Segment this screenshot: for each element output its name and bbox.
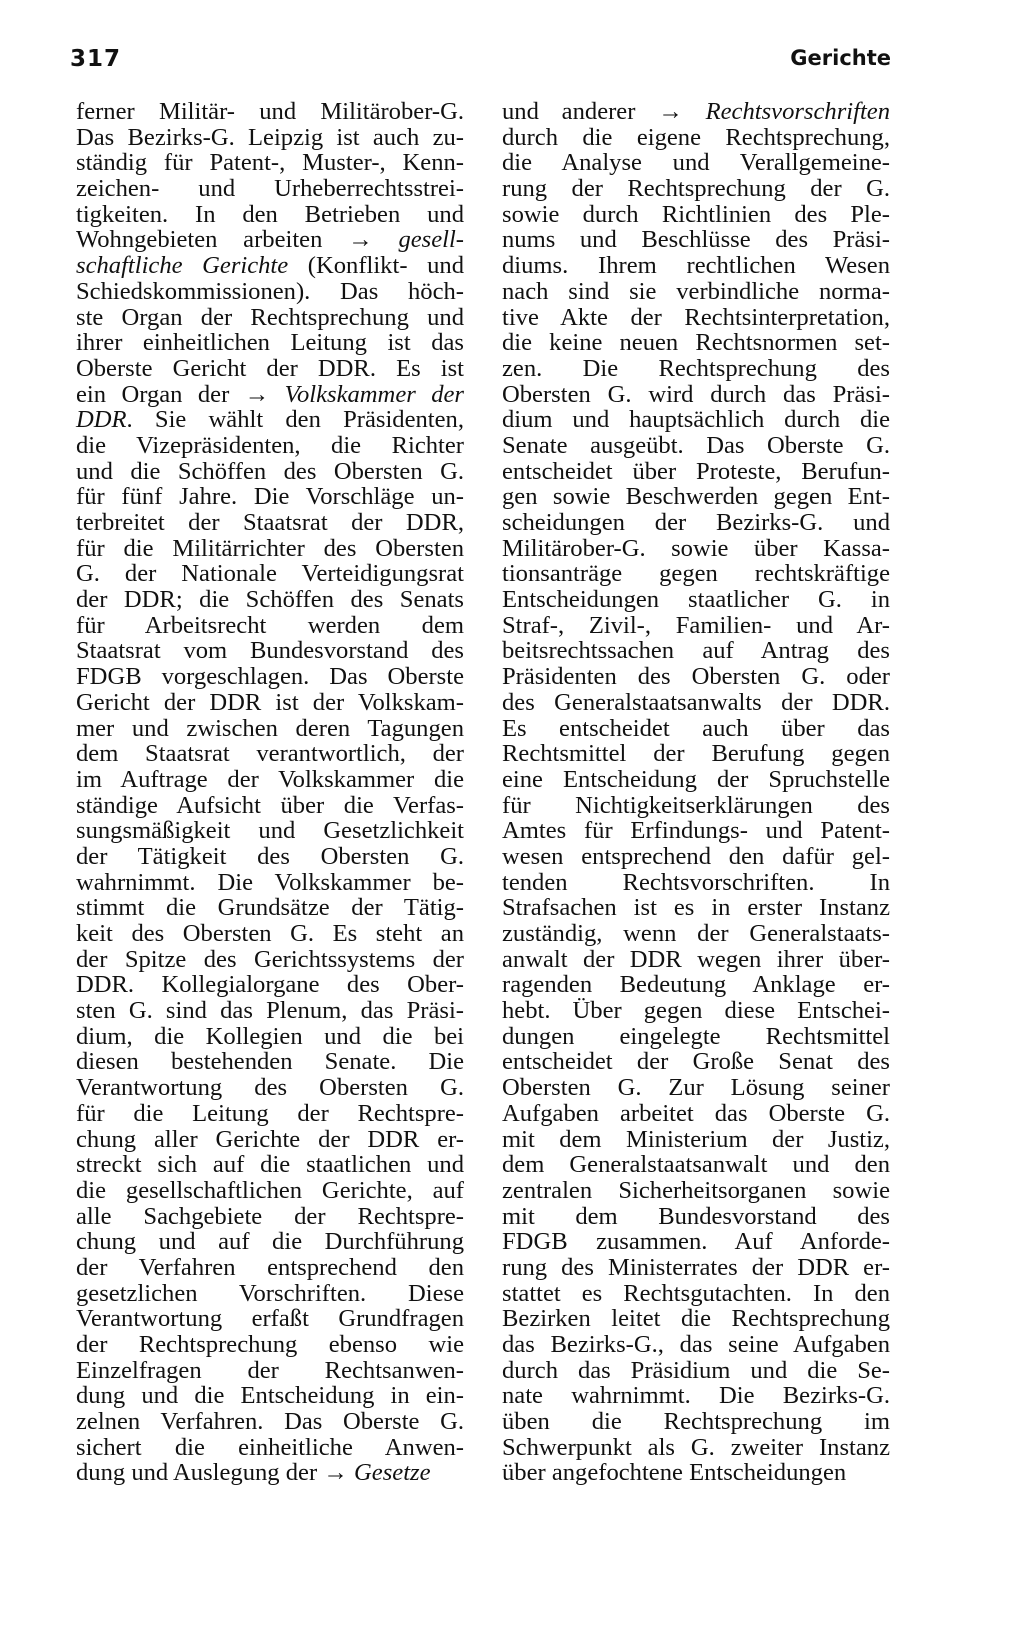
text-line [76,227,464,253]
text-line [76,844,464,870]
text-line [502,998,890,1024]
text-line [502,1332,890,1358]
text-line [76,638,464,664]
text-segment: zen. Die Rechtsprechung des [502,354,890,382]
text-line [76,921,464,947]
text-segment: die keine neuen Rechtsnormen set- [502,329,890,357]
text-segment: für die Leitung der Rechtspre- [76,1099,464,1127]
text-line [76,459,464,485]
text-segment: hebt. Über gegen diese Entschei- [502,997,890,1025]
running-head: Gerichte [790,46,891,70]
text-segment: Bezirken leitet die Rechtsprechung [502,1305,890,1333]
text-segment: gesetzlichen Vorschriften. Diese [76,1279,464,1307]
text-segment: FDGB vorgeschlagen. Das Oberste [76,663,464,691]
text-line [76,305,464,331]
text-segment: scheidungen der Bezirks-G. und [502,509,890,536]
text-line [76,510,464,536]
text-line [502,587,890,613]
text-line [76,1024,464,1050]
text-segment: Senate ausgeübt. Das Oberste G. [502,431,890,459]
text-line [76,1383,464,1409]
text-line [502,1024,890,1050]
text-line [76,1409,464,1435]
text-line [502,253,890,279]
text-segment: Aufgaben arbeitet das Oberste G. [502,1099,890,1127]
text-segment: ständige Aufsicht über die Verfas- [76,791,464,819]
text-segment: nums und Beschlüsse des Präsi- [502,226,890,254]
text-line [76,253,464,279]
text-segment: mer und zwischen deren Tagungen [76,714,464,742]
text-segment: und die Schöffen des Obersten G. [76,457,464,485]
text-line [76,1435,464,1461]
text-line [76,202,464,228]
text-segment: des Generalstaatsanwalts der DDR. [502,688,890,716]
text-segment: entscheidet der Große Senat des [502,1048,890,1076]
text-line [502,638,890,664]
text-segment: die Analyse und Verallgemeine- [502,149,890,177]
text-segment: zentralen Sicherheitsorganen sowie [502,1176,890,1204]
text-line [502,1358,890,1384]
page-number: 317 [70,46,122,72]
text-segment: sichert die einheitliche Anwen- [76,1433,464,1461]
text-segment: dungen eingelegte Rechtsmittel [502,1022,890,1050]
cross-reference-text: schaftliche Gerichte [76,252,289,280]
text-line [76,1101,464,1127]
text-segment: Verantwortung des Obersten G. [76,1074,464,1102]
text-segment: . Sie wählt den Präsidenten, [126,406,464,434]
text-segment: tigkeiten. In den Betrieben und [76,200,464,228]
text-segment: DDR. Kollegialorgane des Ober- [76,971,464,999]
text-segment: über angefochtene Entscheidungen [502,1459,847,1487]
text-line [502,690,890,716]
text-segment: sten G. sind das Plenum, das Präsi- [76,997,464,1025]
text-segment: zuständig, wenn der Generalstaats- [502,920,890,947]
text-segment: die Vizepräsidenten, die Richter [76,431,464,459]
text-line [502,382,890,408]
text-segment: üben die Rechtsprechung im [502,1408,890,1436]
text-segment: der Verfahren entsprechend den [76,1253,464,1281]
text-line [76,99,464,125]
text-line [76,1075,464,1101]
text-line [76,895,464,921]
text-line [502,1383,890,1409]
text-line [502,1255,890,1281]
text-line [76,664,464,690]
text-line [76,1255,464,1281]
text-line [76,125,464,151]
text-segment: sungsmäßigkeit und Gesetzlichkeit [76,817,464,845]
text-segment: ständig für Patent-, Muster-, Kenn- [76,149,464,177]
text-segment: eine Entscheidung der Spruchstelle [502,765,890,793]
text-line [502,1435,890,1461]
text-segment: wahrnimmt. Die Volkskammer be- [76,868,464,896]
text-line [76,716,464,742]
text-segment: chung aller Gerichte der DDR er- [76,1125,464,1153]
text-line [76,536,464,562]
text-segment: Oberste Gericht der DDR. Es ist [76,354,464,382]
text-line [502,767,890,793]
text-segment: Präsidenten des Obersten G. oder [502,663,890,691]
text-segment: ein Organ der → [76,380,285,408]
text-segment: stimmt die Grundsätze der Tätig- [76,894,464,922]
text-segment: G. der Nationale Verteidigungsrat [76,560,464,588]
text-line [76,767,464,793]
cross-reference-text: Volkskammer der [284,380,464,408]
text-line [502,1152,890,1178]
text-line [502,741,890,767]
text-line [76,433,464,459]
text-line [502,356,890,382]
text-segment: anwalt der DDR wegen ihrer über- [502,945,890,973]
text-segment: diums. Ihrem rechtlichen Wesen [502,252,890,280]
text-segment: (Konflikt- und [288,252,464,280]
text-line [76,1306,464,1332]
text-line [502,664,890,690]
text-line [502,330,890,356]
text-line [502,921,890,947]
text-segment: dem Generalstaatsanwalt und den [502,1151,890,1179]
text-line [502,176,890,202]
text-column-right [502,99,890,1486]
text-segment: dem Staatsrat verantwortlich, der [76,740,464,768]
text-line [502,1281,890,1307]
text-line [76,356,464,382]
text-segment: der Spitze des Gerichtssystems der [76,945,464,973]
text-line [502,947,890,973]
text-segment: Obersten G. Zur Lösung seiner [502,1074,890,1102]
text-column-left [76,99,464,1486]
text-line [76,1358,464,1384]
text-line [76,1332,464,1358]
text-line [76,818,464,844]
text-line [76,1127,464,1153]
text-segment: Rechtsmittel der Berufung gegen [502,740,890,768]
text-segment: für Nichtigkeitserklärungen des [502,791,890,819]
text-line [502,1229,890,1255]
text-segment: dung und Auslegung der → [76,1459,355,1487]
text-segment: ihrer einheitlichen Leitung ist das [76,329,464,357]
text-line [502,459,890,485]
text-segment: Schiedskommissionen). Das höch- [76,277,464,305]
text-line [502,99,890,125]
text-segment: sowie durch Richtlinien des Ple- [502,200,890,228]
text-line [502,227,890,253]
text-segment: ferner Militär- und Militärober-G. [76,98,464,125]
cross-reference-text: Gesetze [354,1459,431,1487]
text-segment: Schwerpunkt als G. zweiter Instanz [502,1433,890,1461]
text-line [502,125,890,151]
cross-reference-text: gesell- [398,226,464,254]
text-segment: diesen bestehenden Senate. Die [76,1048,464,1076]
text-line [76,1178,464,1204]
text-segment: Es entscheidet auch über das [502,714,890,742]
text-segment: terbreitet der Staatsrat der DDR, [76,509,464,536]
text-line [76,1152,464,1178]
text-segment: nate wahrnimmt. Die Bezirks-G. [502,1382,890,1410]
text-segment: wesen entsprechend den dafür gel- [502,842,890,870]
text-segment: zelnen Verfahren. Das Oberste G. [76,1408,464,1436]
text-line [502,536,890,562]
text-line [502,305,890,331]
text-segment: chung und auf die Durchführung [76,1228,464,1256]
text-line [502,150,890,176]
text-line [76,484,464,510]
text-line [502,1075,890,1101]
text-line [76,407,464,433]
text-segment: Strafsachen ist es in erster Instanz [502,894,890,922]
text-line [76,870,464,896]
text-segment: der Rechtsprechung ebenso wie [76,1331,464,1358]
text-line [76,382,464,408]
text-line [502,561,890,587]
text-line [502,870,890,896]
text-line [502,972,890,998]
text-line [76,279,464,305]
text-line [76,150,464,176]
text-segment: das Bezirks-G., das seine Aufgaben [502,1331,890,1358]
text-line [76,998,464,1024]
text-segment: durch die eigene Rechtsprechung, [502,123,890,151]
text-segment: Straf-, Zivil-, Familien- und Ar- [502,611,890,639]
text-line [76,613,464,639]
text-segment: durch das Präsidium und die Se- [502,1356,890,1384]
text-segment: rung des Ministerrates der DDR er- [502,1253,890,1281]
text-segment: tenden Rechtsvorschriften. In [502,868,890,896]
text-line [76,1229,464,1255]
text-segment: tive Akte der Rechtsinterpretation, [502,303,890,331]
text-line [502,407,890,433]
text-line [76,1281,464,1307]
text-line [76,176,464,202]
text-line [502,1101,890,1127]
text-segment: Wohngebieten arbeiten → [76,226,399,254]
text-segment: streckt sich auf die staatlichen und [76,1151,464,1179]
text-line [502,1049,890,1075]
text-segment: für Arbeitsrecht werden dem [76,611,464,639]
text-segment: alle Sachgebiete der Rechtspre- [76,1202,464,1230]
text-line [76,1460,464,1486]
text-segment: Gericht der DDR ist der Volkskam- [76,688,464,716]
text-line [502,484,890,510]
text-line [502,613,890,639]
text-line [76,947,464,973]
text-segment: gen sowie Beschwerden gegen Ent- [502,483,890,511]
text-segment: der Tätigkeit des Obersten G. [76,842,464,870]
text-line [502,818,890,844]
text-line [502,895,890,921]
text-line [502,1204,890,1230]
text-segment: nach sind sie verbindliche norma- [502,277,890,305]
text-line [76,741,464,767]
cross-reference-text: Rechtsvorschriften [705,98,890,125]
text-line [502,1178,890,1204]
text-segment: der DDR; die Schöffen des Senats [76,586,464,614]
text-segment: stattet es Rechtsgutachten. In den [502,1279,890,1307]
text-segment: zeichen- und Urheberrechtsstrei- [76,175,464,203]
text-line [502,433,890,459]
text-segment: Obersten G. wird durch das Präsi- [502,380,890,408]
text-segment: mit dem Ministerium der Justiz, [502,1125,890,1153]
text-line [76,793,464,819]
text-line [502,1127,890,1153]
text-segment: dium, die Kollegien und die bei [76,1022,464,1050]
text-line [502,793,890,819]
text-line [502,844,890,870]
text-segment: und anderer → [502,98,706,125]
text-segment: mit dem Bundesvorstand des [502,1202,890,1230]
text-segment: Staatsrat vom Bundesvorstand des [76,637,464,665]
text-segment: Militärober-G. sowie über Kassa- [502,534,890,562]
text-segment: ragenden Bedeutung Anklage er- [502,971,890,999]
text-segment: dung und die Entscheidung in ein- [76,1382,464,1410]
text-segment: keit des Obersten G. Es steht an [76,920,464,947]
text-line [502,1306,890,1332]
text-segment: dium und hauptsächlich durch die [502,406,890,434]
text-line [502,510,890,536]
text-line [76,690,464,716]
text-line [502,1460,890,1486]
text-segment: FDGB zusammen. Auf Anforde- [502,1228,890,1256]
cross-reference-text: DDR [76,406,127,434]
text-segment: Das Bezirks-G. Leipzig ist auch zu- [76,123,464,151]
text-line [502,202,890,228]
text-segment: Entscheidungen staatlicher G. in [502,586,890,614]
text-segment: entscheidet über Proteste, Berufun- [502,457,890,485]
text-segment: beitsrechtssachen auf Antrag des [502,637,890,665]
text-segment: die gesellschaftlichen Gerichte, auf [76,1176,464,1204]
text-line [502,716,890,742]
text-segment: ste Organ der Rechtsprechung und [76,303,464,331]
text-segment: Verantwortung erfaßt Grundfragen [76,1305,464,1333]
text-segment: tionsanträge gegen rechtskräftige [502,560,890,588]
text-segment: Einzelfragen der Rechtsanwen- [76,1356,464,1384]
text-line [76,587,464,613]
text-line [76,1204,464,1230]
text-line [502,279,890,305]
text-segment: rung der Rechtsprechung der G. [502,175,890,203]
text-segment: Amtes für Erfindungs- und Patent- [502,817,890,845]
text-segment: im Auftrage der Volkskammer die [76,765,464,793]
text-line [502,1409,890,1435]
text-line [76,561,464,587]
text-segment: für fünf Jahre. Die Vorschläge un- [76,483,464,511]
text-line [76,1049,464,1075]
text-segment: für die Militärrichter des Obersten [76,534,464,562]
text-line [76,972,464,998]
text-line [76,330,464,356]
